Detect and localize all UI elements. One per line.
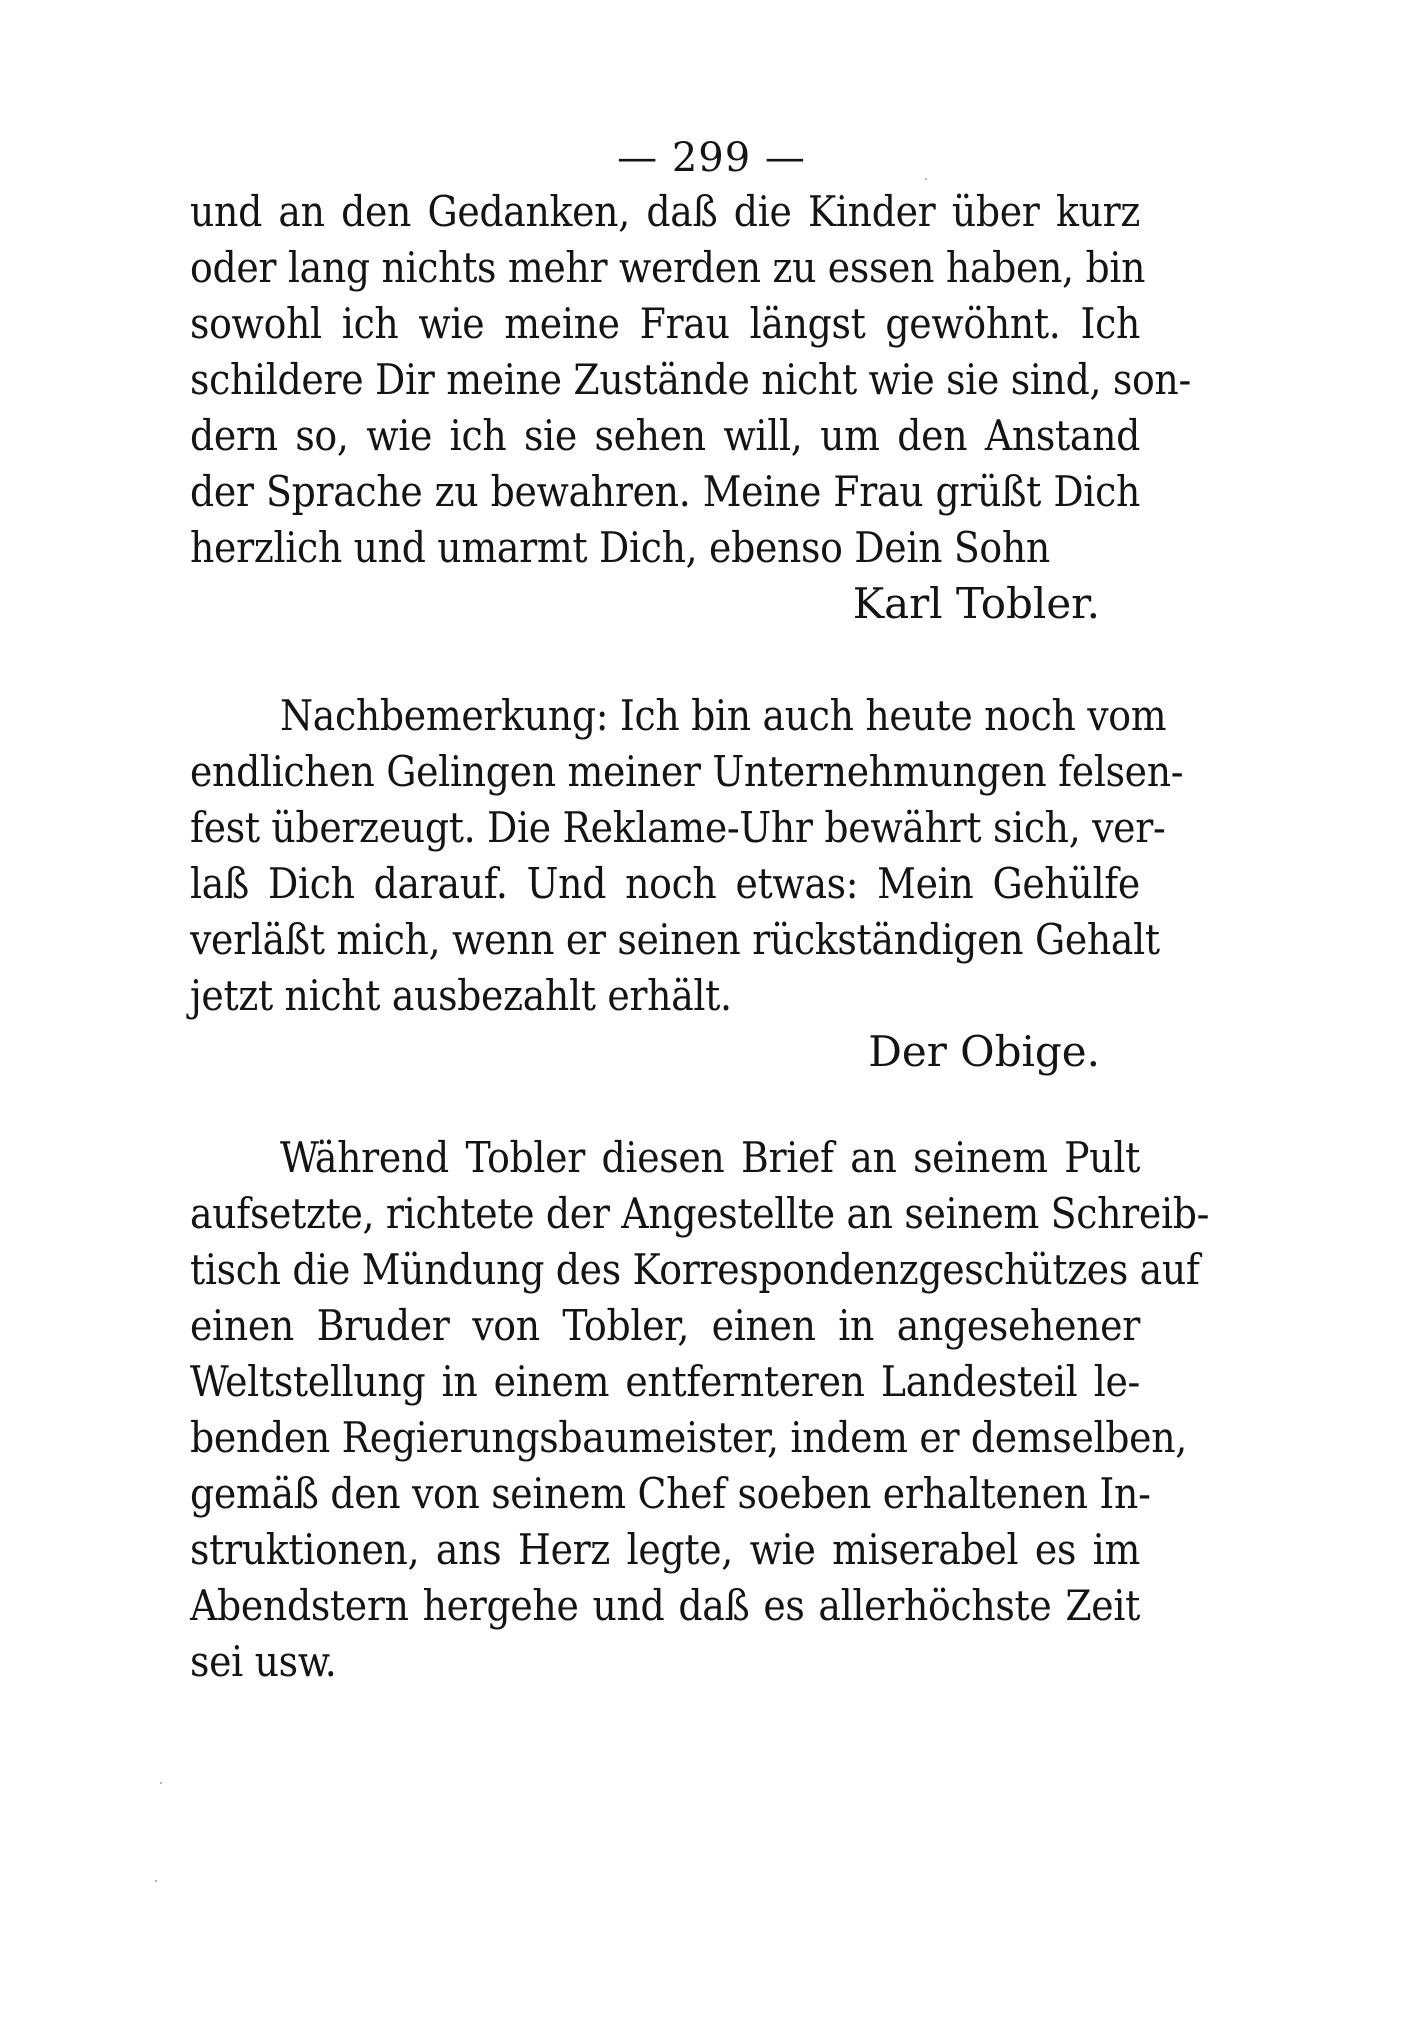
narrative-line-7: gemäß den von seinem Chef soeben erhaltenen In- — [190, 1469, 1151, 1518]
narrative-line-6: benden Regierungsbaumeister, indem er demselben, — [190, 1413, 1187, 1462]
postscript-line-3: fest überzeugt. Die Reklame-Uhr bewährt sich, ver- — [190, 803, 1166, 852]
text-line-7: herzlich und umarmt Dich, ebenso Dein Sohn — [190, 523, 1050, 572]
postscript-line-2: endlichen Gelingen meiner Unternehmungen felsen- — [190, 747, 1184, 796]
narrative-line-2: aufsetzte, richtete der Angestellte an seinem Schreib- — [190, 1189, 1210, 1238]
text-line-3: sowohl ich wie meine Frau längst gewöhnt. Ich — [190, 299, 1140, 348]
postscript-line-1: Nachbemerkung: Ich bin auch heute noch vom — [280, 691, 1167, 740]
postscript-line-5: verläßt mich, wenn er seinen rückständigen Gehalt — [190, 915, 1160, 964]
text-line-1: und an den Gedanken, daß die Kinder über kurz — [190, 187, 1140, 236]
narrative-line-8: struktionen, ans Herz legte, wie miserabel es im — [190, 1525, 1140, 1574]
scan-speck — [925, 178, 927, 180]
narrative-line-10: sei usw. — [190, 1637, 337, 1686]
text-line-4: schildere Dir meine Zustände nicht wie sie sind, son- — [190, 355, 1191, 404]
scan-speck — [160, 1782, 162, 1784]
signature-karl-tobler: Karl Tobler. — [852, 579, 1100, 628]
narrative-line-1: Während Tobler diesen Brief an seinem Pult — [280, 1133, 1140, 1182]
narrative-line-9: Abendstern hergehe und daß es allerhöchste Zeit — [190, 1581, 1140, 1630]
postscript-line-6: jetzt nicht ausbezahlt erhält. — [190, 971, 732, 1020]
text-line-5: dern so, wie ich sie sehen will, um den Anstand — [190, 411, 1140, 460]
scan-speck — [155, 1880, 157, 1882]
text-line-2: oder lang nichts mehr werden zu essen haben, bin — [190, 243, 1146, 292]
page-number: — 299 — — [617, 135, 806, 181]
postscript-line-4: laß Dich darauf. Und noch etwas: Mein Gehülfe — [190, 859, 1140, 908]
text-line-6: der Sprache zu bewahren. Meine Frau grüßt Dich — [190, 467, 1140, 516]
narrative-line-5: Weltstellung in einem entfernteren Landesteil le- — [190, 1357, 1140, 1406]
narrative-line-4: einen Bruder von Tobler, einen in angesehener — [190, 1301, 1140, 1350]
signature-der-obige: Der Obige. — [868, 1027, 1100, 1076]
narrative-line-3: tisch die Mündung des Korrespondenzgeschützes auf — [190, 1245, 1200, 1294]
